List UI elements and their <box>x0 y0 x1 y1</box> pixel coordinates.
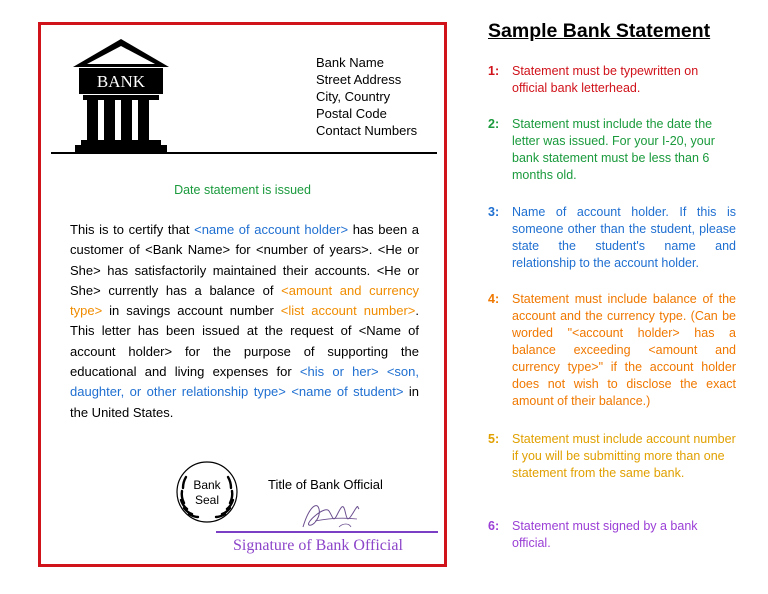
note-text: Statement must include the date the letter was issued. For your I-20, your bank statement must be less than 6 months old. <box>512 117 715 182</box>
address-line: Street Address <box>316 72 402 87</box>
guide-note-1 <box>488 63 736 97</box>
body-text: in the United States. <box>70 384 419 420</box>
signature-label: Signature of Bank Official <box>233 537 403 554</box>
seal-text: Bank <box>193 478 221 492</box>
address-line: Bank Name <box>316 55 384 70</box>
handwritten-signature <box>299 497 361 533</box>
note-text: Statement must include balance of the account and the currency type. (Can be worded "<account holder> has a balance exceeding <amount and currency type>" if the account holder does not wish to disclose the exact amount of their balance.) <box>512 292 736 408</box>
note-number: 6: <box>488 519 500 533</box>
account-number-placeholder: <list account number> <box>280 303 416 319</box>
body-text: This is to certify that <box>70 222 195 237</box>
guide-note-2 <box>488 116 736 184</box>
seal-text: Seal <box>194 493 220 507</box>
signature-line <box>216 531 438 533</box>
guide-note-3 <box>488 204 736 272</box>
address-line: Postal Code <box>316 106 387 121</box>
body-text: has been a customer of <Bank Name> for <number of years>. <He or She> has satisfactorily maintained their accounts. <He or She> currently has a balance of <box>70 222 419 298</box>
guide-note-5 <box>488 431 736 482</box>
relationship-placeholder: <his or her> <son, daughter, or other relationship type> <name of student> <box>70 364 419 400</box>
note-text: Statement must include account number if you will be submitting more than one statement from the same bank. <box>512 432 736 480</box>
bank-seal-icon <box>174 459 240 525</box>
note-number: 5: <box>488 432 500 446</box>
bank-address <box>316 54 417 139</box>
note-number: 2: <box>488 117 500 131</box>
note-number: 4: <box>488 292 500 306</box>
guide-note-6 <box>488 518 736 552</box>
guide-title: Sample Bank Statement <box>488 20 711 42</box>
statement-date: Date statement is issued <box>174 183 311 197</box>
note-number: 3: <box>488 205 500 219</box>
note-text: Statement must signed by a bank official. <box>512 519 698 550</box>
body-text: . This letter has been issued at the request of <Name of account holder> for the purpose of supporting the educational and living expenses for <box>70 303 420 380</box>
guide-note-4 <box>488 291 736 410</box>
letterhead-divider <box>51 152 437 154</box>
body-text: in savings account number <box>102 303 281 319</box>
letter-body <box>70 220 419 423</box>
note-text: Name of account holder. If this is someone other than the student, please state the student's name and relationship to the account holder. <box>512 205 736 270</box>
official-title: Title of Bank Official <box>268 477 383 492</box>
bank-logo-text: BANK <box>96 72 146 91</box>
address-line: Contact Numbers <box>316 123 418 138</box>
address-line: City, Country <box>316 89 391 104</box>
note-number: 1: <box>488 64 500 78</box>
bank-building-icon <box>71 37 171 155</box>
account-holder-placeholder: <name of account holder> <box>194 222 349 237</box>
amount-placeholder: <amount and currency type> <box>70 282 420 319</box>
note-text: Statement must be typewritten on official bank letterhead. <box>512 64 699 95</box>
bank-letter <box>38 22 447 567</box>
